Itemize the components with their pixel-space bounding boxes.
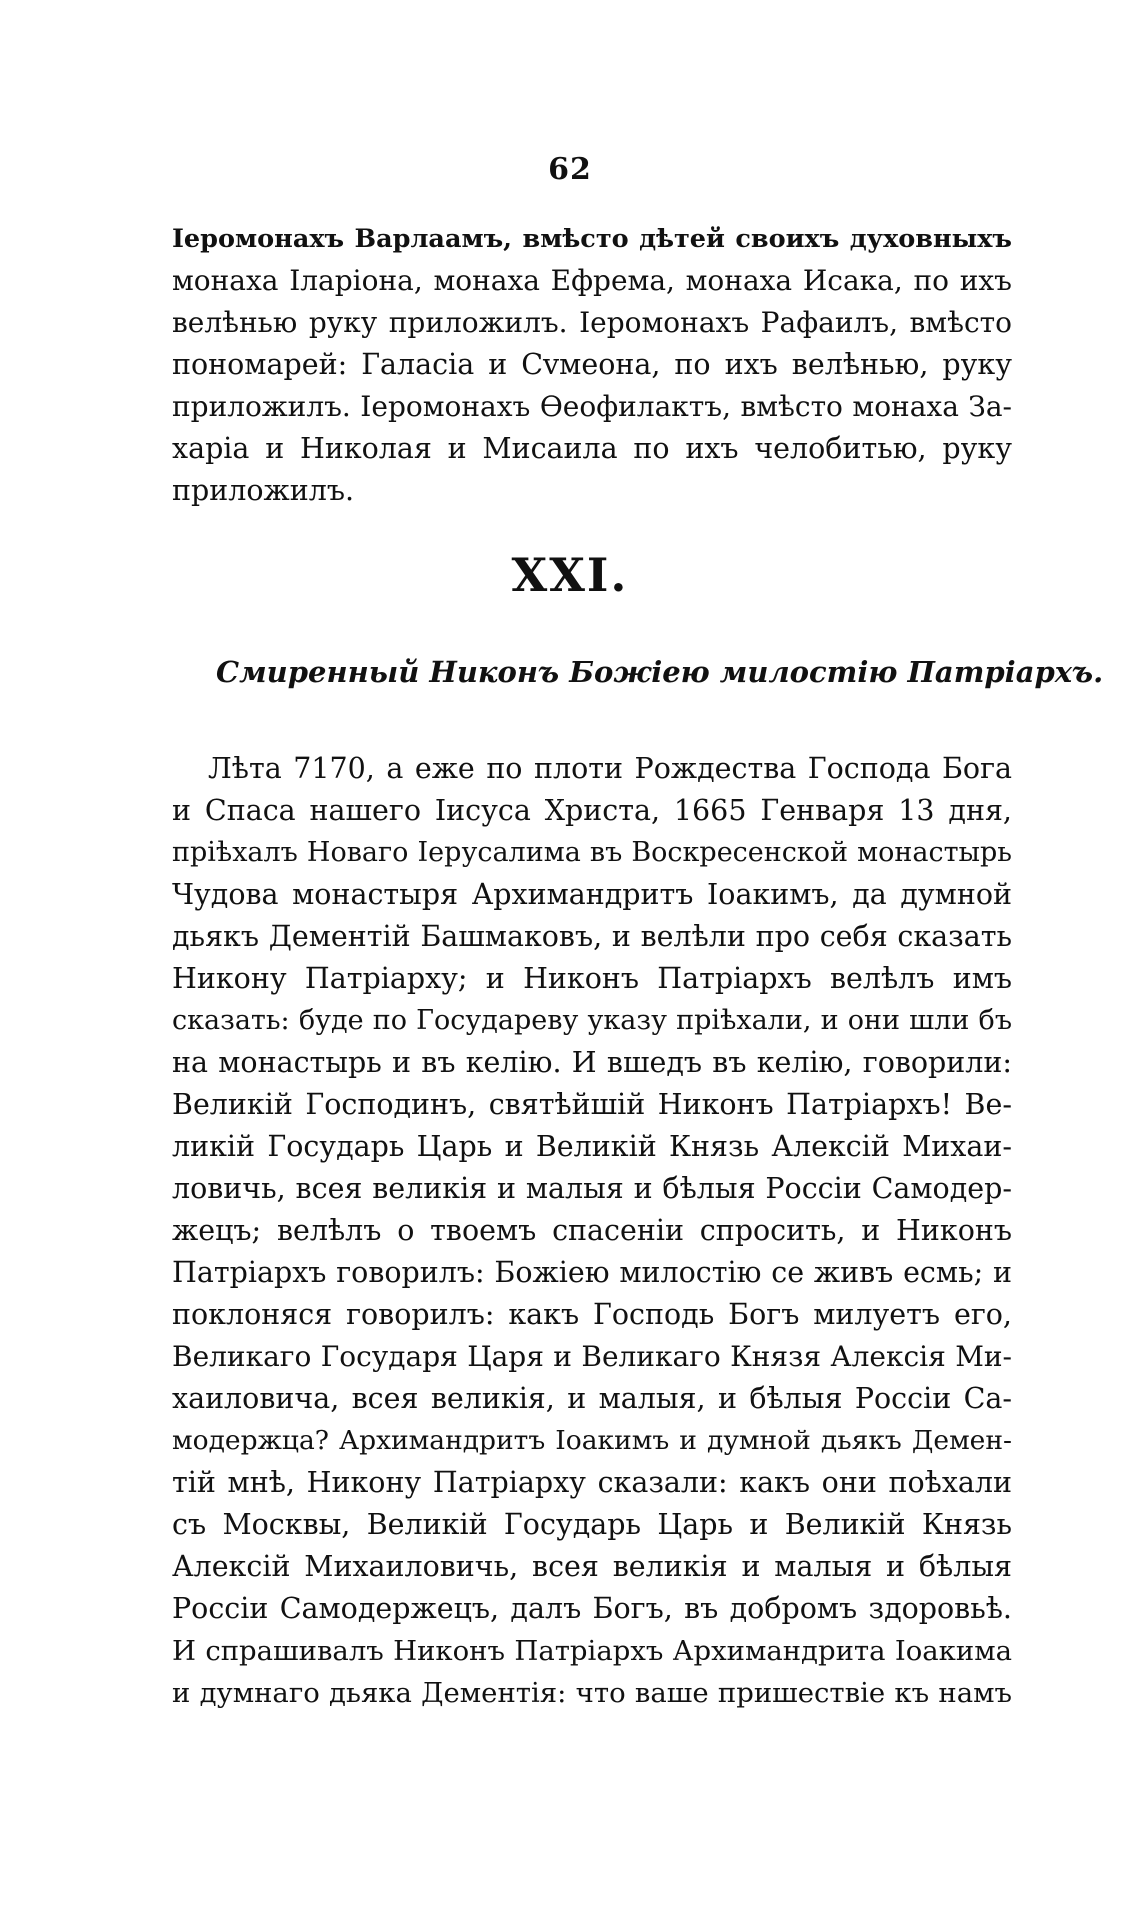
text-line: пономарей: Галасіа и Сvмеона, по ихъ велѣнью, руку bbox=[172, 348, 1012, 381]
text-line: сказать: буде по Государеву указу пріѣхали, и они шли бъ bbox=[172, 1005, 1012, 1036]
document-body bbox=[172, 748, 1012, 1714]
text-line: Россіи Самодержецъ, далъ Богъ, въ добромъ здоровьѣ. bbox=[172, 1592, 1012, 1625]
text-line: Великій Господинъ, святѣйшій Никонъ Патріархъ! Ве- bbox=[172, 1088, 1012, 1121]
text-line: и Спаса нашего Іисуса Христа, 1665 Генваря 13 дня, bbox=[172, 794, 1012, 827]
text-line: приложилъ. Іеромонахъ Ѳеофилактъ, вмѣсто монаха За- bbox=[172, 390, 1012, 423]
text-line: на монастырь и въ келію. И вшедъ въ келію, говорили: bbox=[172, 1046, 1012, 1079]
text-line: Алексій Михаиловичь, всея великія и малыя и бѣлыя bbox=[172, 1550, 1012, 1583]
text-line: поклоняся говорилъ: какъ Господь Богъ милуетъ его, bbox=[172, 1298, 1012, 1331]
text-line: хаиловича, всея великія, и малыя, и бѣлыя Россіи Са- bbox=[172, 1382, 1012, 1415]
text-line: Чудова монастыря Архимандритъ Іоакимъ, да думной bbox=[172, 878, 1012, 911]
text-line: Великаго Государя Царя и Великаго Князя Алексія Ми- bbox=[172, 1340, 1012, 1373]
text-line: жецъ; велѣлъ о твоемъ спасеніи спросить, и Никонъ bbox=[172, 1214, 1012, 1247]
section-heading: XXI. bbox=[511, 548, 629, 602]
text-line: дьякъ Дементій Башмаковъ, и велѣли про себя сказать bbox=[172, 920, 1012, 953]
text-line: ликій Государь Царь и Великій Князь Алексій Михаи- bbox=[172, 1130, 1012, 1163]
text-line: Патріархъ говорилъ: Божіею милостію се живъ есмь; и bbox=[172, 1256, 1012, 1289]
page-number: 62 bbox=[548, 152, 592, 187]
text-line: тій мнѣ, Никону Патріарху сказали: какъ они поѣхали bbox=[172, 1466, 1012, 1499]
text-line: И спрашивалъ Никонъ Патріархъ Архимандрита Іоакима bbox=[172, 1635, 1012, 1667]
text-line: приложилъ. bbox=[172, 474, 355, 507]
text-line: съ Москвы, Великій Государь Царь и Великій Князь bbox=[172, 1508, 1012, 1541]
text-line: и думнаго дьяка Дементія: что ваше пришествіе къ намъ bbox=[172, 1677, 1012, 1709]
text-line: Никону Патріарху; и Никонъ Патріархъ велѣлъ имъ bbox=[172, 962, 1012, 995]
text-line: велѣнью руку приложилъ. Іеромонахъ Рафаилъ, вмѣсто bbox=[172, 306, 1012, 339]
text-line: Іеромонахъ Варлаамъ, вмѣсто дѣтей своихъ духовныхъ bbox=[172, 224, 1012, 254]
document-subtitle: Смиренный Никонъ Божіею милостію Патріархъ. bbox=[216, 655, 1104, 689]
text-line: харіа и Николая и Мисаила по ихъ челобитью, руку bbox=[172, 432, 1012, 465]
text-line: Лѣта 7170, а еже по плоти Рождества Господа Бога bbox=[208, 752, 1012, 785]
text-line: ловичь, всея великія и малыя и бѣлыя Россіи Самодер- bbox=[172, 1172, 1012, 1205]
text-line: модержца? Архимандритъ Іоакимъ и думной дьякъ Демен- bbox=[172, 1425, 1012, 1456]
previous-document-text bbox=[172, 218, 1012, 512]
text-line: пріѣхалъ Новаго Іерусалима въ Воскресенской монастырь bbox=[172, 837, 1012, 868]
text-line: монаха Іларіона, монаха Ефрема, монаха Исака, по ихъ bbox=[172, 264, 1012, 297]
